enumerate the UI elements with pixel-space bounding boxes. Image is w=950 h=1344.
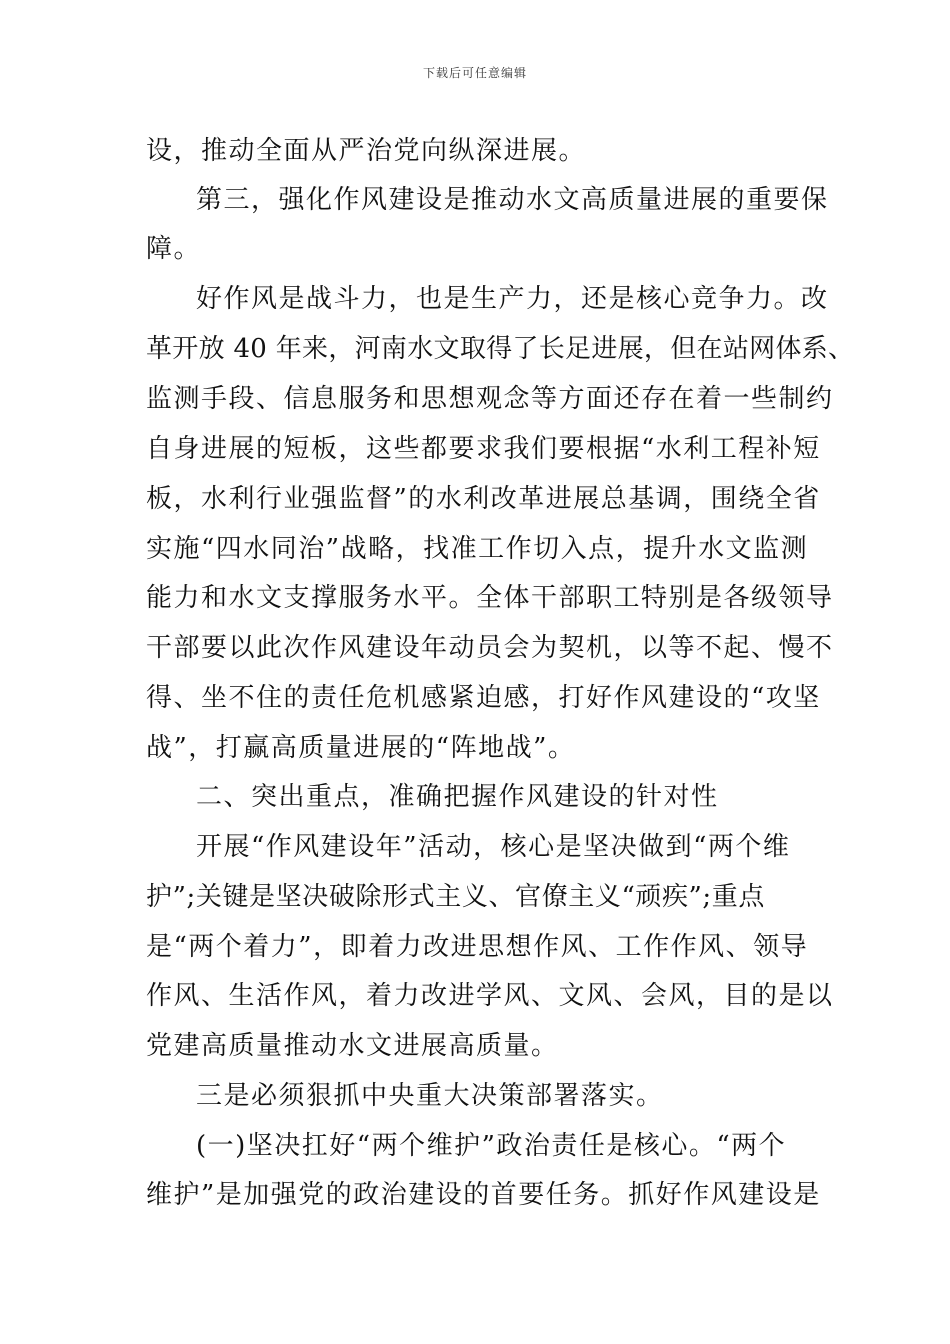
body-line: 战”，打赢高质量进展的“阵地战”。: [146, 733, 576, 763]
section-heading: 二、突出重点，准确把握作风建设的针对性: [196, 782, 719, 812]
body-line: 三是必须狠抓中央重大决策部署落实。: [196, 1081, 664, 1111]
body-line: 板，水利行业强监督”的水利改革进展总基调，围绕全省: [146, 484, 821, 514]
body-line: 干部要以此次作风建设年动员会为契机，以等不起、慢不: [146, 633, 834, 663]
body-line: (一)坚决扛好“两个维护”政治责任是核心。“两个: [196, 1131, 787, 1161]
body-line: 好作风是战斗力，也是生产力，还是核心竞争力。改: [196, 284, 829, 314]
body-line: 能力和水文支撑服务水平。全体干部职工特别是各级领导: [146, 583, 834, 613]
body-line: 是“两个着力”，即着力改进思想作风、工作作风、领导: [146, 932, 809, 962]
body-line: 开展“作风建设年”活动，核心是坚决做到“两个维: [196, 832, 791, 862]
body-line: 维护”是加强党的政治建设的首要任务。抓好作风建设是: [146, 1180, 821, 1210]
page-header: 下载后可任意编辑: [422, 66, 527, 80]
body-line: 障。: [146, 234, 202, 264]
body-line: 革开放 40 年来，河南水文取得了长足进展，但在站网体系、: [146, 334, 855, 364]
body-line: 监测手段、信息服务和思想观念等方面还存在着一些制约: [146, 384, 834, 414]
body-line: 实施“四水同治”战略，找准工作切入点，提升水文监测: [146, 534, 809, 564]
body-line: 第三，强化作风建设是推动水文高质量进展的重要保: [196, 185, 829, 215]
body-line: 得、坐不住的责任危机感紧迫感，打好作风建设的“攻坚: [146, 683, 821, 713]
body-line: 党建高质量推动水文进展高质量。: [146, 1031, 559, 1061]
body-line: 护”;关键是坚决破除形式主义、官僚主义“顽疾”;重点: [146, 882, 765, 912]
body-line: 设，推动全面从严治党向纵深进展。: [146, 136, 587, 166]
body-line: 作风、生活作风，着力改进学风、文风、会风，目的是以: [146, 981, 834, 1011]
body-line: 自身进展的短板，这些都要求我们要根据“水利工程补短: [146, 434, 821, 464]
